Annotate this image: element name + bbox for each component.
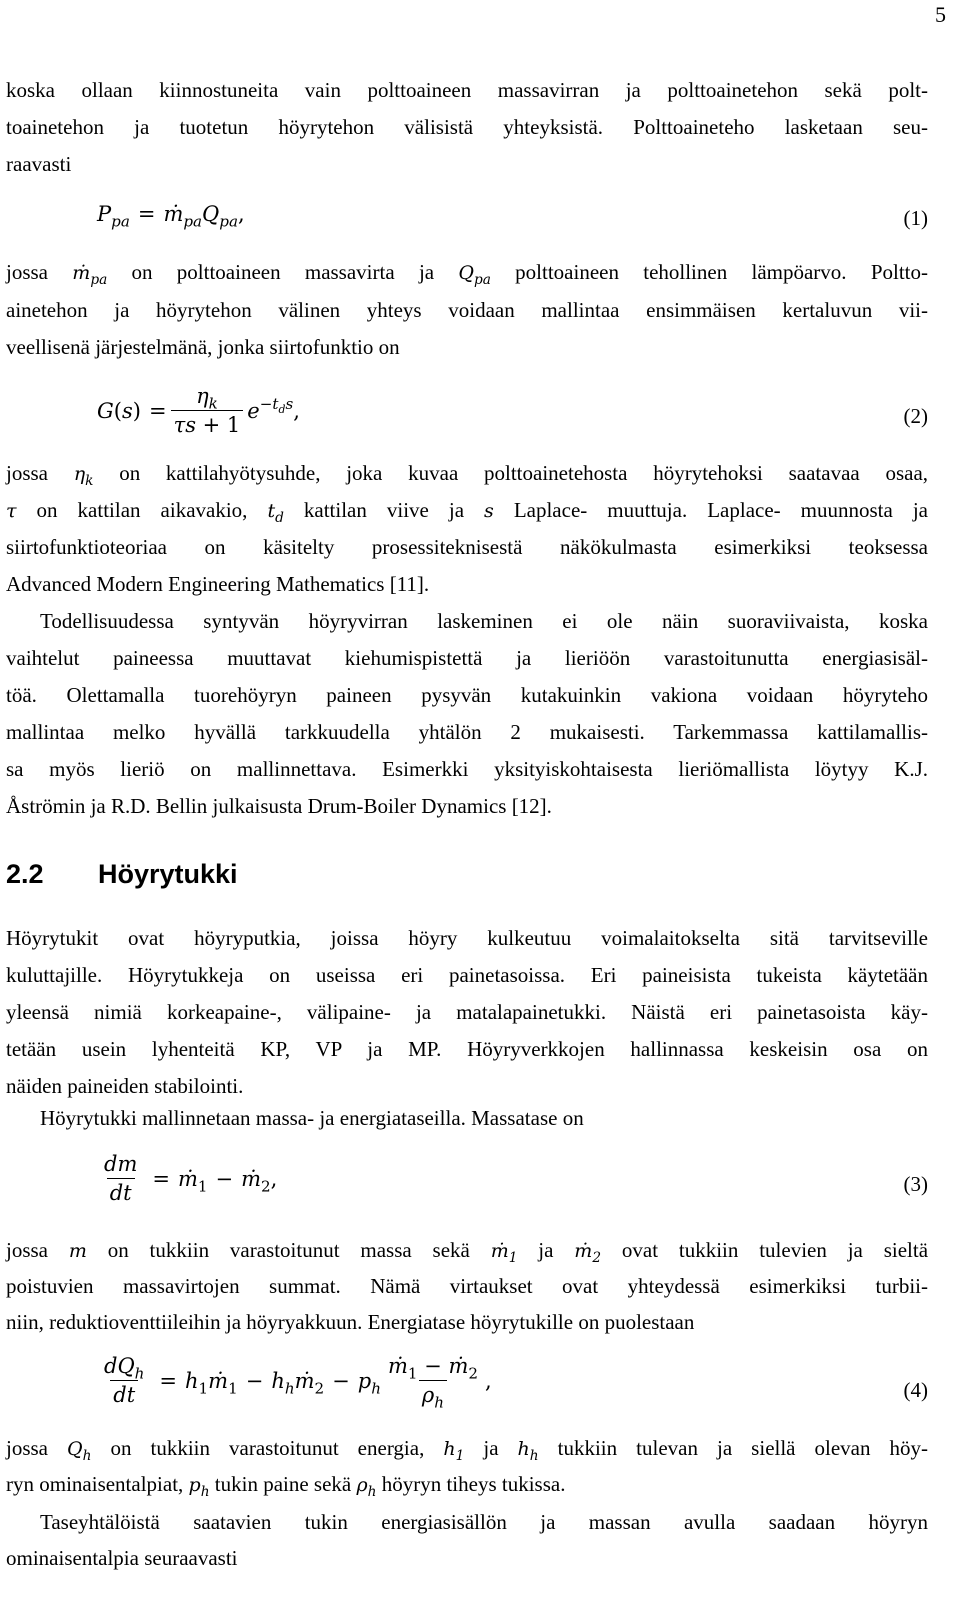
body-text-line: siirtofunktioteoriaa on käsitelty prosessiteknisestä näkökulmasta esimerkiksi teoksessa <box>6 535 928 559</box>
body-text-line: τ on kattilan aikavakio, $t_d$ kattilan viive ja s Laplace- muuttuja. Laplace- muunnosta ja <box>6 498 928 526</box>
body-text-line: ryn ominaisentalpiat, $p_h$ tukin paine sekä $\rho_h$ höyryn tiheys tukissa. <box>6 1472 566 1500</box>
equation-1: $P_{pa}$ = $ṁ_{pa}Q_{pa}$ , (1) <box>97 202 928 231</box>
body-text-line: jossa m on tukkiin varastoitunut massa sekä ṁ$_1$ ja ṁ$_2$ ovat tukkiin tulevien ja sieltä <box>6 1238 929 1266</box>
body-text-line: Advanced Modern Engineering Mathematics [11]. <box>6 572 430 596</box>
equation-number: (3) <box>903 1172 928 1196</box>
body-text-line: koska ollaan kiinnostuneita vain polttoaineen massavirran ja polttoainetehon sekä polt- <box>6 78 928 102</box>
section-heading <box>6 859 238 890</box>
body-text-line: vaihtelut paineessa muuttavat kiehumispistettä ja lieriöön varastoitunutta energiasisäl- <box>6 646 928 670</box>
equation-number: (2) <box>903 404 928 428</box>
body-text-line: Taseyhtälöistä saatavien tukin energiasisällön ja massan avulla saadaan höyryn <box>40 1510 928 1534</box>
body-text-line: kuluttajille. Höyrytukkeja on useissa eri painetasoissa. Eri paineisista tukeista käytetään <box>6 963 928 987</box>
body-text-line: ominaisentalpia seuraavasti <box>6 1546 238 1570</box>
body-text-line: Todellisuudessa syntyvän höyryvirran laskeminen ei ole näin suoraviivaista, koska <box>40 609 928 633</box>
body-text-line: jossa ṁ$_{pa}$ on polttoaineen massavirta ja $Q_{pa}$ polttoaineen tehollinen lämpöarvo. Poltto- <box>6 260 929 288</box>
body-text-line: Åströmin ja R.D. Bellin julkaisusta Drum-Boiler Dynamics [12]. <box>6 794 552 818</box>
section-title: Höyrytukki <box>98 859 238 889</box>
body-text-line: mallintaa melko hyvällä tarkkuudella yhtälön 2 mukaisesti. Tarkemmassa kattilamallis- <box>6 720 928 744</box>
body-text-line: Höyrytukki mallinnetaan massa- ja energiataseilla. Massatase on <box>40 1106 584 1130</box>
body-text-line: näiden paineiden stabilointi. <box>6 1074 244 1098</box>
equation-3: $\frac{dm}{dt}$ = ṁ$_1$ − ṁ$_2$ , (3) <box>104 1152 928 1205</box>
equation-number: (4) <box>903 1378 928 1402</box>
equation-number: (1) <box>903 206 928 230</box>
body-text-line: ainetehon ja höyrytehon välinen yhteys voidaan mallintaa ensimmäisen kertaluvun vii- <box>6 298 928 322</box>
equation-4: $\frac{dQ_h}{dt}$ = $h_1ṁ_1$ − $h_hṁ_2$ − $p_h$ $\frac{ṁ_1 - ṁ_2}{\rho_h}$ , (4) <box>104 1354 928 1412</box>
body-text-line: veellisenä järjestelmänä, jonka siirtofunktio on <box>6 335 400 359</box>
equation-2: G ( s ) = $\frac{\eta_k}{\tau s + 1}$ $e^{-t_ds}$ , (2) <box>97 384 928 437</box>
page-number: 5 <box>935 2 946 27</box>
body-text-line: toainetehon ja tuotetun höyrytehon välisistä yhteyksistä. Polttoaineteho lasketaan seu- <box>6 115 928 139</box>
body-text-line: jossa $\eta_k$ on kattilahyötysuhde, joka kuvaa polttoainetehosta höyrytehoksi saatavaa osaa, <box>6 461 929 489</box>
body-text-line: Höyrytukit ovat höyryputkia, joissa höyry kulkeutuu voimalaitokselta sitä tarvitseville <box>6 926 928 950</box>
body-text-line: yleensä nimiä korkeapaine-, välipaine- ja matalapainetukki. Näistä eri painetasoista käy- <box>6 1000 928 1024</box>
body-text-line: töä. Olettamalla tuorehöyryn paineen pysyvän kutakuinkin vakiona voidaan höyryteho <box>6 683 928 707</box>
body-text-line: sa myös lieriö on mallinnettava. Esimerkki yksityiskohtaisesta lieriömallista löytyy K.J. <box>6 757 928 781</box>
body-text-line: niin, reduktioventtiileihin ja höyryakkuun. Energiatase höyrytukille on puolestaan <box>6 1310 695 1334</box>
body-text-line: jossa $Q_h$ on tukkiin varastoitunut energia, $h_1$ ja $h_h$ tukkiin tulevan ja siellä olevan höy- <box>6 1436 929 1464</box>
body-text-line: raavasti <box>6 152 72 176</box>
body-text-line: tetään usein lyhenteitä KP, VP ja MP. Höyryverkkojen hallinnassa keskeisin osa on <box>6 1037 928 1061</box>
section-number: 2.2 <box>6 859 44 889</box>
body-text-line: poistuvien massavirtojen summat. Nämä virtaukset ovat yhteydessä esimerkiksi turbii- <box>6 1274 928 1298</box>
